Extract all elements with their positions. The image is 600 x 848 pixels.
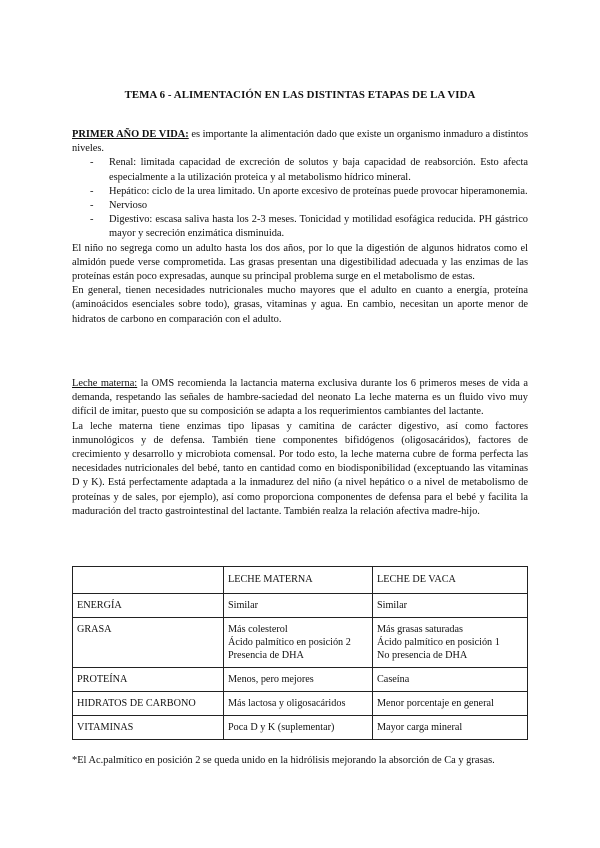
table-cell: GRASA	[73, 618, 224, 668]
table-cell: Más grasas saturadas Ácido palmítico en posición 1 No presencia de DHA	[373, 618, 528, 668]
list-item: - Renal: limitada capacidad de excreción de solutos y baja capacidad de reabsorción. Esto afecta especialmente a la utilización proteica y al metabolismo hídrico mineral.	[90, 157, 528, 183]
document-title: TEMA 6 - ALIMENTACIÓN EN LAS DISTINTAS ETAPAS DE LA VIDA	[124, 89, 476, 101]
table-header-row	[73, 567, 528, 594]
table-cell: ENERGÍA	[73, 594, 224, 618]
table-row	[73, 716, 528, 740]
list-item: - Nervioso	[90, 200, 148, 212]
first-year-intro: PRIMER AÑO DE VIDA: es importante la alimentación dado que existe un organismo inmaduro a distintos niveles.	[72, 129, 528, 155]
section-breast-milk	[72, 377, 528, 519]
table-row	[73, 594, 528, 618]
table-cell: Similar	[373, 594, 528, 618]
section-first-year	[72, 128, 528, 327]
table-header-cell: LECHE DE VACA	[373, 567, 528, 594]
breast-milk-intro: Leche materna: la OMS recomienda la lactancia materna exclusiva durante los 6 primeros meses de vida a demanda, respetando las señales de hambre-saciedad del neonato La leche materna es un fluido vivo muy difícil de imitar, puesto que su composición se adapta a los requerimientos cambiantes del lactante.	[72, 378, 528, 418]
first-year-paragraph-digestion: El niño no segrega como un adulto hasta los dos años, por lo que la digestión de algunos hidratos como el almidón puede verse comprometida. Las grasas presentan una digestibilidad adecuada y las enzimas de las proteínas están poco expresadas, aunque su principal problema surge en el metabolismo de estas.	[72, 242, 528, 283]
footnote: *El Ac.palmítico en posición 2 se queda unido en la hidrólisis mejorando la absorción de Ca y grasas.	[72, 755, 495, 766]
table-header-cell	[73, 567, 224, 594]
table-cell: Similar	[224, 594, 373, 618]
first-year-heading: PRIMER AÑO DE VIDA:	[72, 129, 189, 140]
table-cell: HIDRATOS DE CARBONO	[73, 692, 224, 716]
table-cell: Caseína	[373, 668, 528, 692]
table-cell: Más colesterol Ácido palmítico en posición 2 Presencia de DHA	[224, 618, 373, 668]
table-cell: Menos, pero mejores	[224, 668, 373, 692]
milk-comparison-table	[72, 566, 528, 740]
table-cell: Poca D y K (suplementar)	[224, 716, 373, 740]
breast-milk-paragraph: La leche materna tiene enzimas tipo lipasas y camitina de carácter digestivo, así como factores inmunológicos y de defensa. También tiene componentes bifidógenos (oligosacáridos), factores de crecimiento y desarrollo y microbiota comensal. Por todo esto, la leche materna cubre de forma perfecta las necesidades nutricionales del bebé, tanto en cantidad como en biodisponibilidad (exceptuando las vitaminas D y K). Está perfectamente adaptada a la inmadurez del niño (a nivel hepático o a nivel de metabolismo de proteínas y de sales, por ejemplo), así como proporciona componentes de defensa para el bebé y facilita la maduración del tracto gastrointestinal del lactante. También realza la relación afectiva madre-hijo.	[72, 420, 528, 517]
table-header-cell: LECHE MATERNA	[224, 567, 373, 594]
table-cell: Menor porcentaje en general	[373, 692, 528, 716]
table-cell: Más lactosa y oligosacáridos	[224, 692, 373, 716]
table-row	[73, 618, 528, 668]
list-item: - Hepático: ciclo de la urea limitado. Un aporte excesivo de proteínas puede provocar hiperamonemia.	[90, 185, 528, 197]
first-year-paragraph-needs: En general, tienen necesidades nutricionales mucho mayores que el adulto en cuanto a energía, proteína (aminoácidos esenciales sobre todo), grasas, vitaminas y agua. En cambio, necesitan un aporte menor de hidratos de carbono en comparación con el adulto.	[72, 285, 528, 325]
table-row	[73, 668, 528, 692]
table-cell: VITAMINAS	[73, 716, 224, 740]
breast-milk-heading: Leche materna:	[72, 378, 138, 389]
list-item: - Digestivo: escasa saliva hasta los 2-3 meses. Tonicidad y motilidad esofágica reducida. PH gástrico mayor y secreción enzimática disminuida.	[90, 214, 528, 240]
table-cell: PROTEÍNA	[73, 668, 224, 692]
table-cell: Mayor carga mineral	[373, 716, 528, 740]
table-row	[73, 692, 528, 716]
organ-systems-list	[72, 156, 528, 241]
